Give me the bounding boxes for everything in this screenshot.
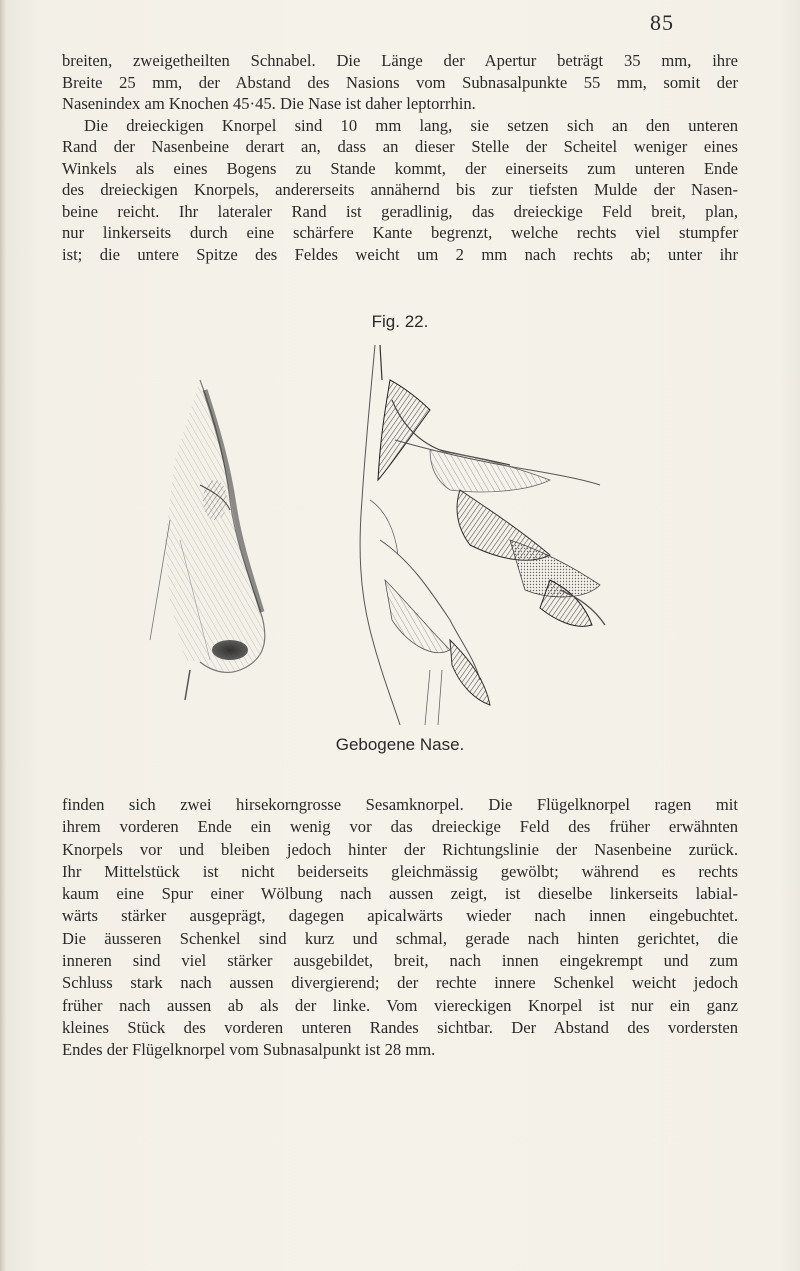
text-line: Schluss stark nach aussen divergierend; der rechte innere Schenkel weicht jedoch bbox=[62, 973, 738, 993]
nose-illustration bbox=[130, 340, 650, 730]
text-line: nur linkerseits durch eine schärfere Kante begrenzt, welche rechts viel stumpfer bbox=[62, 223, 738, 242]
text-line: Die dreieckigen Knorpel sind 10 mm lang, sie setzen sich an den unteren bbox=[84, 115, 738, 135]
page-number: 85 bbox=[650, 10, 674, 35]
text-line: kaum eine Spur einer Wölbung nach aussen zeigt, ist dieselbe linkerseits labial- bbox=[62, 884, 738, 904]
text-line: Breite 25 mm, der Abstand des Nasions vom Subnasalpunkte 55 mm, somit der bbox=[62, 72, 738, 92]
text-line: breiten, zweigetheilten Schnabel. Die Länge der Apertur beträgt 35 mm, ihre bbox=[62, 51, 738, 70]
text-line: Endes der Flügelknorpel vom Subnasalpunkt ist 28 mm. bbox=[62, 1040, 436, 1060]
top-paragraph bbox=[62, 50, 738, 265]
text-line: kleines Stück des vorderen unteren Randes sichtbar. Der Abstand des vordersten bbox=[62, 1017, 738, 1037]
text-line: Rand der Nasenbeine derart an, dass an dieser Stelle der Scheitel weniger eines bbox=[62, 137, 738, 156]
figure-label: Fig. 22. bbox=[371, 312, 429, 331]
bottom-paragraph bbox=[62, 794, 738, 1062]
text-line: Nasenindex am Knochen 45·45. Die Nase ist daher leptorrhin. bbox=[62, 94, 476, 113]
text-line: beine reicht. Ihr lateraler Rand ist geradlinig, das dreieckige Feld breit, plan, bbox=[62, 201, 738, 221]
text-line: Ihr Mittelstück ist nicht beiderseits gleichmässig gewölbt; während es rechts bbox=[62, 861, 738, 881]
external-nose-view bbox=[150, 380, 265, 700]
text-line: finden sich zwei hirsekorngrosse Sesamknorpel. Die Flügelknorpel ragen mit bbox=[62, 795, 738, 814]
text-line: des dreieckigen Knorpels, andererseits annähernd bis zur tiefsten Mulde der Nasen- bbox=[62, 180, 738, 199]
text-line: Winkels als eines Bogens zu Stande kommt, der einerseits zum unteren Ende bbox=[62, 158, 738, 178]
text-line: inneren sind viel stärker ausgebildet, breit, nach innen eingekrempt und zum bbox=[62, 951, 738, 971]
text-line: wärts stärker ausgeprägt, dagegen apicalwärts wieder nach innen eingebuchtet. bbox=[62, 906, 738, 926]
text-line: früher nach aussen ab als der linke. Vom viereckigen Knorpel ist nur ein ganz bbox=[62, 995, 738, 1015]
text-line: Die äusseren Schenkel sind kurz und schmal, gerade nach hinten gerichtet, die bbox=[62, 928, 738, 948]
text-line: ist; die untere Spitze des Feldes weicht um 2 mm nach rechts ab; unter ihr bbox=[62, 244, 738, 264]
figure-caption: Gebogene Nase. bbox=[335, 735, 465, 754]
text-line: Knorpels vor und bleiben jedoch hinter der Richtungslinie der Nasenbeine zurück. bbox=[62, 839, 738, 859]
page-edge-shadow bbox=[0, 0, 6, 1271]
nasal-skeleton-view bbox=[360, 345, 605, 725]
text-line: ihrem vorderen Ende ein wenig vor das dreieckige Feld des früher erwähnten bbox=[62, 817, 738, 837]
